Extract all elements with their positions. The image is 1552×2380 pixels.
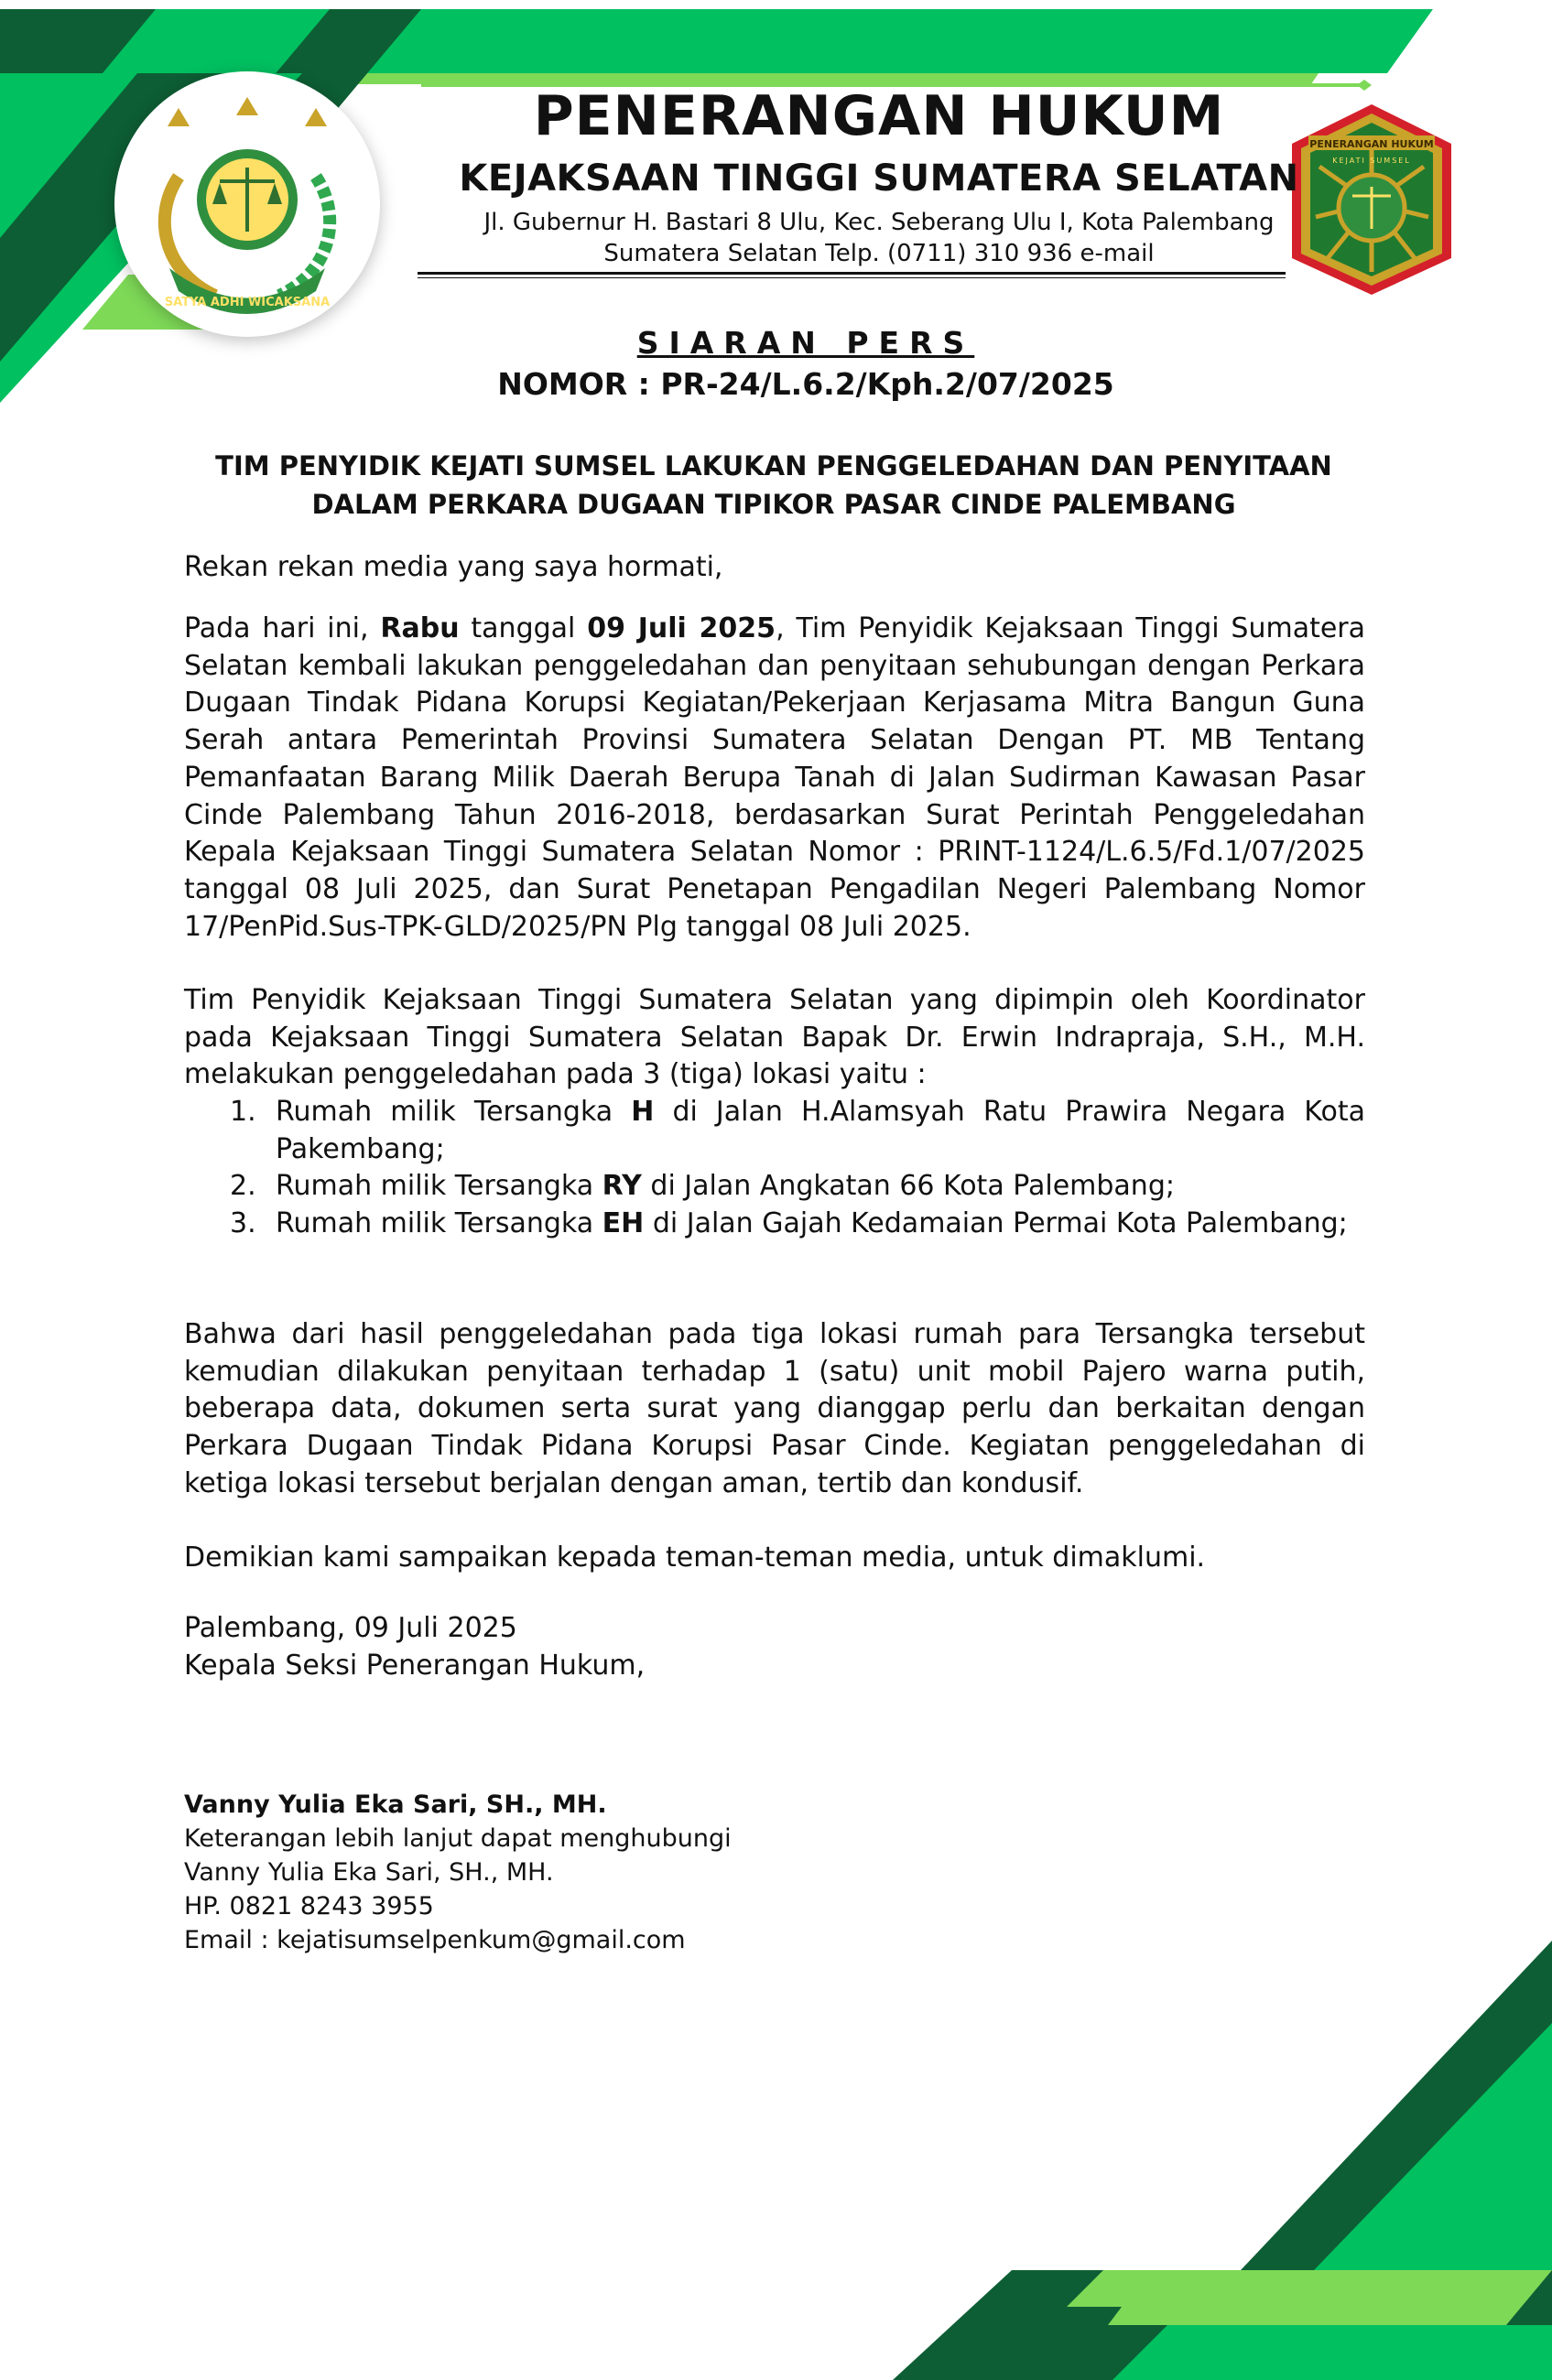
list-number: 3. <box>230 1207 256 1240</box>
paragraph-1: Pada hari ini, Rabu tanggal 09 Juli 2025, Tim Penyidik Kejaksaan Tinggi Sumatera Selatan kembali lakukan penggeledahan dan penyitaan sehubungan dengan Perkara Dugaan Tindak Pidana Korupsi Kegiatan/Pekerjaan Kerjasama Mitra Bangun Guna Serah antara Pemerintah Provinsi Sumatera Selatan Dengan PT. MB Tentang Pemanfaatan Barang Milik Daerah Berupa Tanah di Jalan Sudirman Kawasan Pasar Cinde Palembang Tahun 2016-2018, berdasarkan Surat Perintah Penggeledahan Kepala Kejaksaan Tinggi Sumatera Selatan Nomor : PRINT-1124/L.6.5/Fd.1/07/2025 tanggal 08 Juli 2025, dan Surat Penetapan Pengadilan Negeri Palembang Nomor 17/PenPid.Sus-TPK-GLD/2025/PN Plg tanggal 08 Juli 2025. <box>184 612 1366 943</box>
day-bold: Rabu <box>380 612 460 644</box>
document-type: SIARAN PERS <box>636 325 975 361</box>
press-headline <box>147 447 1401 524</box>
document-number: NOMOR : PR-24/L.6.2/Kph.2/07/2025 <box>497 366 1114 402</box>
letterhead-address-line1: Jl. Gubernur H. Bastari 8 Ulu, Kec. Seberang Ulu I, Kota Palembang <box>483 209 1275 236</box>
suspect-initials: H <box>631 1096 655 1128</box>
contact-name: Vanny Yulia Eka Sari, SH., MH. <box>184 1858 554 1887</box>
greeting: Rekan rekan media yang saya hormati, <box>184 551 723 583</box>
suspect-initials: EH <box>602 1207 645 1240</box>
letterhead-subtitle: KEJAKSAAN TINGGI SUMATERA SELATAN <box>459 157 1299 200</box>
logo-motto: SATYA ADHI WICAKSANA <box>164 296 331 309</box>
location-list <box>184 1094 1365 1243</box>
badge-sub-text: KEJATI SUMSEL <box>1332 157 1411 165</box>
letterhead-title: PENERANGAN HUKUM <box>533 84 1225 148</box>
place-date: Palembang, 09 Juli 2025 <box>184 1612 517 1644</box>
contact-email: Email : kejatisumselpenkum@gmail.com <box>184 1926 686 1954</box>
date-bold: 09 Juli 2025 <box>587 612 776 644</box>
closing-paragraph: Demikian kami sampaikan kepada teman-teman media, untuk dimaklumi. <box>184 1542 1206 1574</box>
list-number: 2. <box>230 1170 256 1203</box>
suspect-initials: RY <box>602 1170 642 1203</box>
list-item: 2. Rumah milik Tersangka RY di Jalan Angkatan 66 Kota Palembang; <box>184 1168 1365 1206</box>
letterhead-rule-thin <box>418 277 1286 278</box>
badge-top-text: PENERANGAN HUKUM <box>1309 138 1434 150</box>
contact-intro: Keterangan lebih lanjut dapat menghubungi <box>184 1824 732 1853</box>
headline-line2: DALAM PERKARA DUGAAN TIPIKOR PASAR CINDE PALEMBANG <box>311 489 1236 520</box>
headline-line1: TIM PENYIDIK KEJATI SUMSEL LAKUKAN PENGGELEDAHAN DAN PENYITAAN <box>215 450 1332 481</box>
contact-phone: HP. 0821 8243 3955 <box>184 1892 434 1920</box>
paragraph-3: Bahwa dari hasil penggeledahan pada tiga lokasi rumah para Tersangka tersebut kemudian dilakukan penyitaan terhadap 1 (satu) unit mobil Pajero warna putih, beberapa data, dokumen serta surat yang dianggap perlu dan berkaitan dengan Perkara Dugaan Tindak Pidana Korupsi Pasar Cinde. Kegiatan penggeledahan di ketiga lokasi tersebut berjalan dengan aman, tertib dan kondusif. <box>184 1318 1365 1499</box>
signer-position: Kepala Seksi Penerangan Hukum, <box>184 1650 646 1682</box>
signer-name: Vanny Yulia Eka Sari, SH., MH. <box>184 1790 607 1819</box>
list-item: 1. Rumah milik Tersangka H di Jalan H.Alamsyah Ratu Prawira Negara Kota Pakembang; <box>230 1096 1365 1165</box>
letterhead-address-line2: Sumatera Selatan Telp. (0711) 310 936 e-mail <box>603 240 1155 267</box>
kejaksaan-logo <box>114 71 380 337</box>
paragraph-2: Tim Penyidik Kejaksaan Tinggi Sumatera Selatan yang dipimpin oleh Koordinator pada Kejaksaan Tinggi Sumatera Selatan Bapak Dr. Erwin Indrapraja, S.H., M.H. melakukan penggeledahan pada 3 (tiga) lokasi yaitu : <box>184 984 1365 1091</box>
list-number: 1. <box>230 1096 256 1128</box>
list-item: 3. Rumah milik Tersangka EH di Jalan Gajah Kedamaian Permai Kota Palembang; <box>184 1206 1365 1243</box>
letterhead-rule <box>418 272 1286 275</box>
footer-decoration <box>893 1922 1552 2380</box>
